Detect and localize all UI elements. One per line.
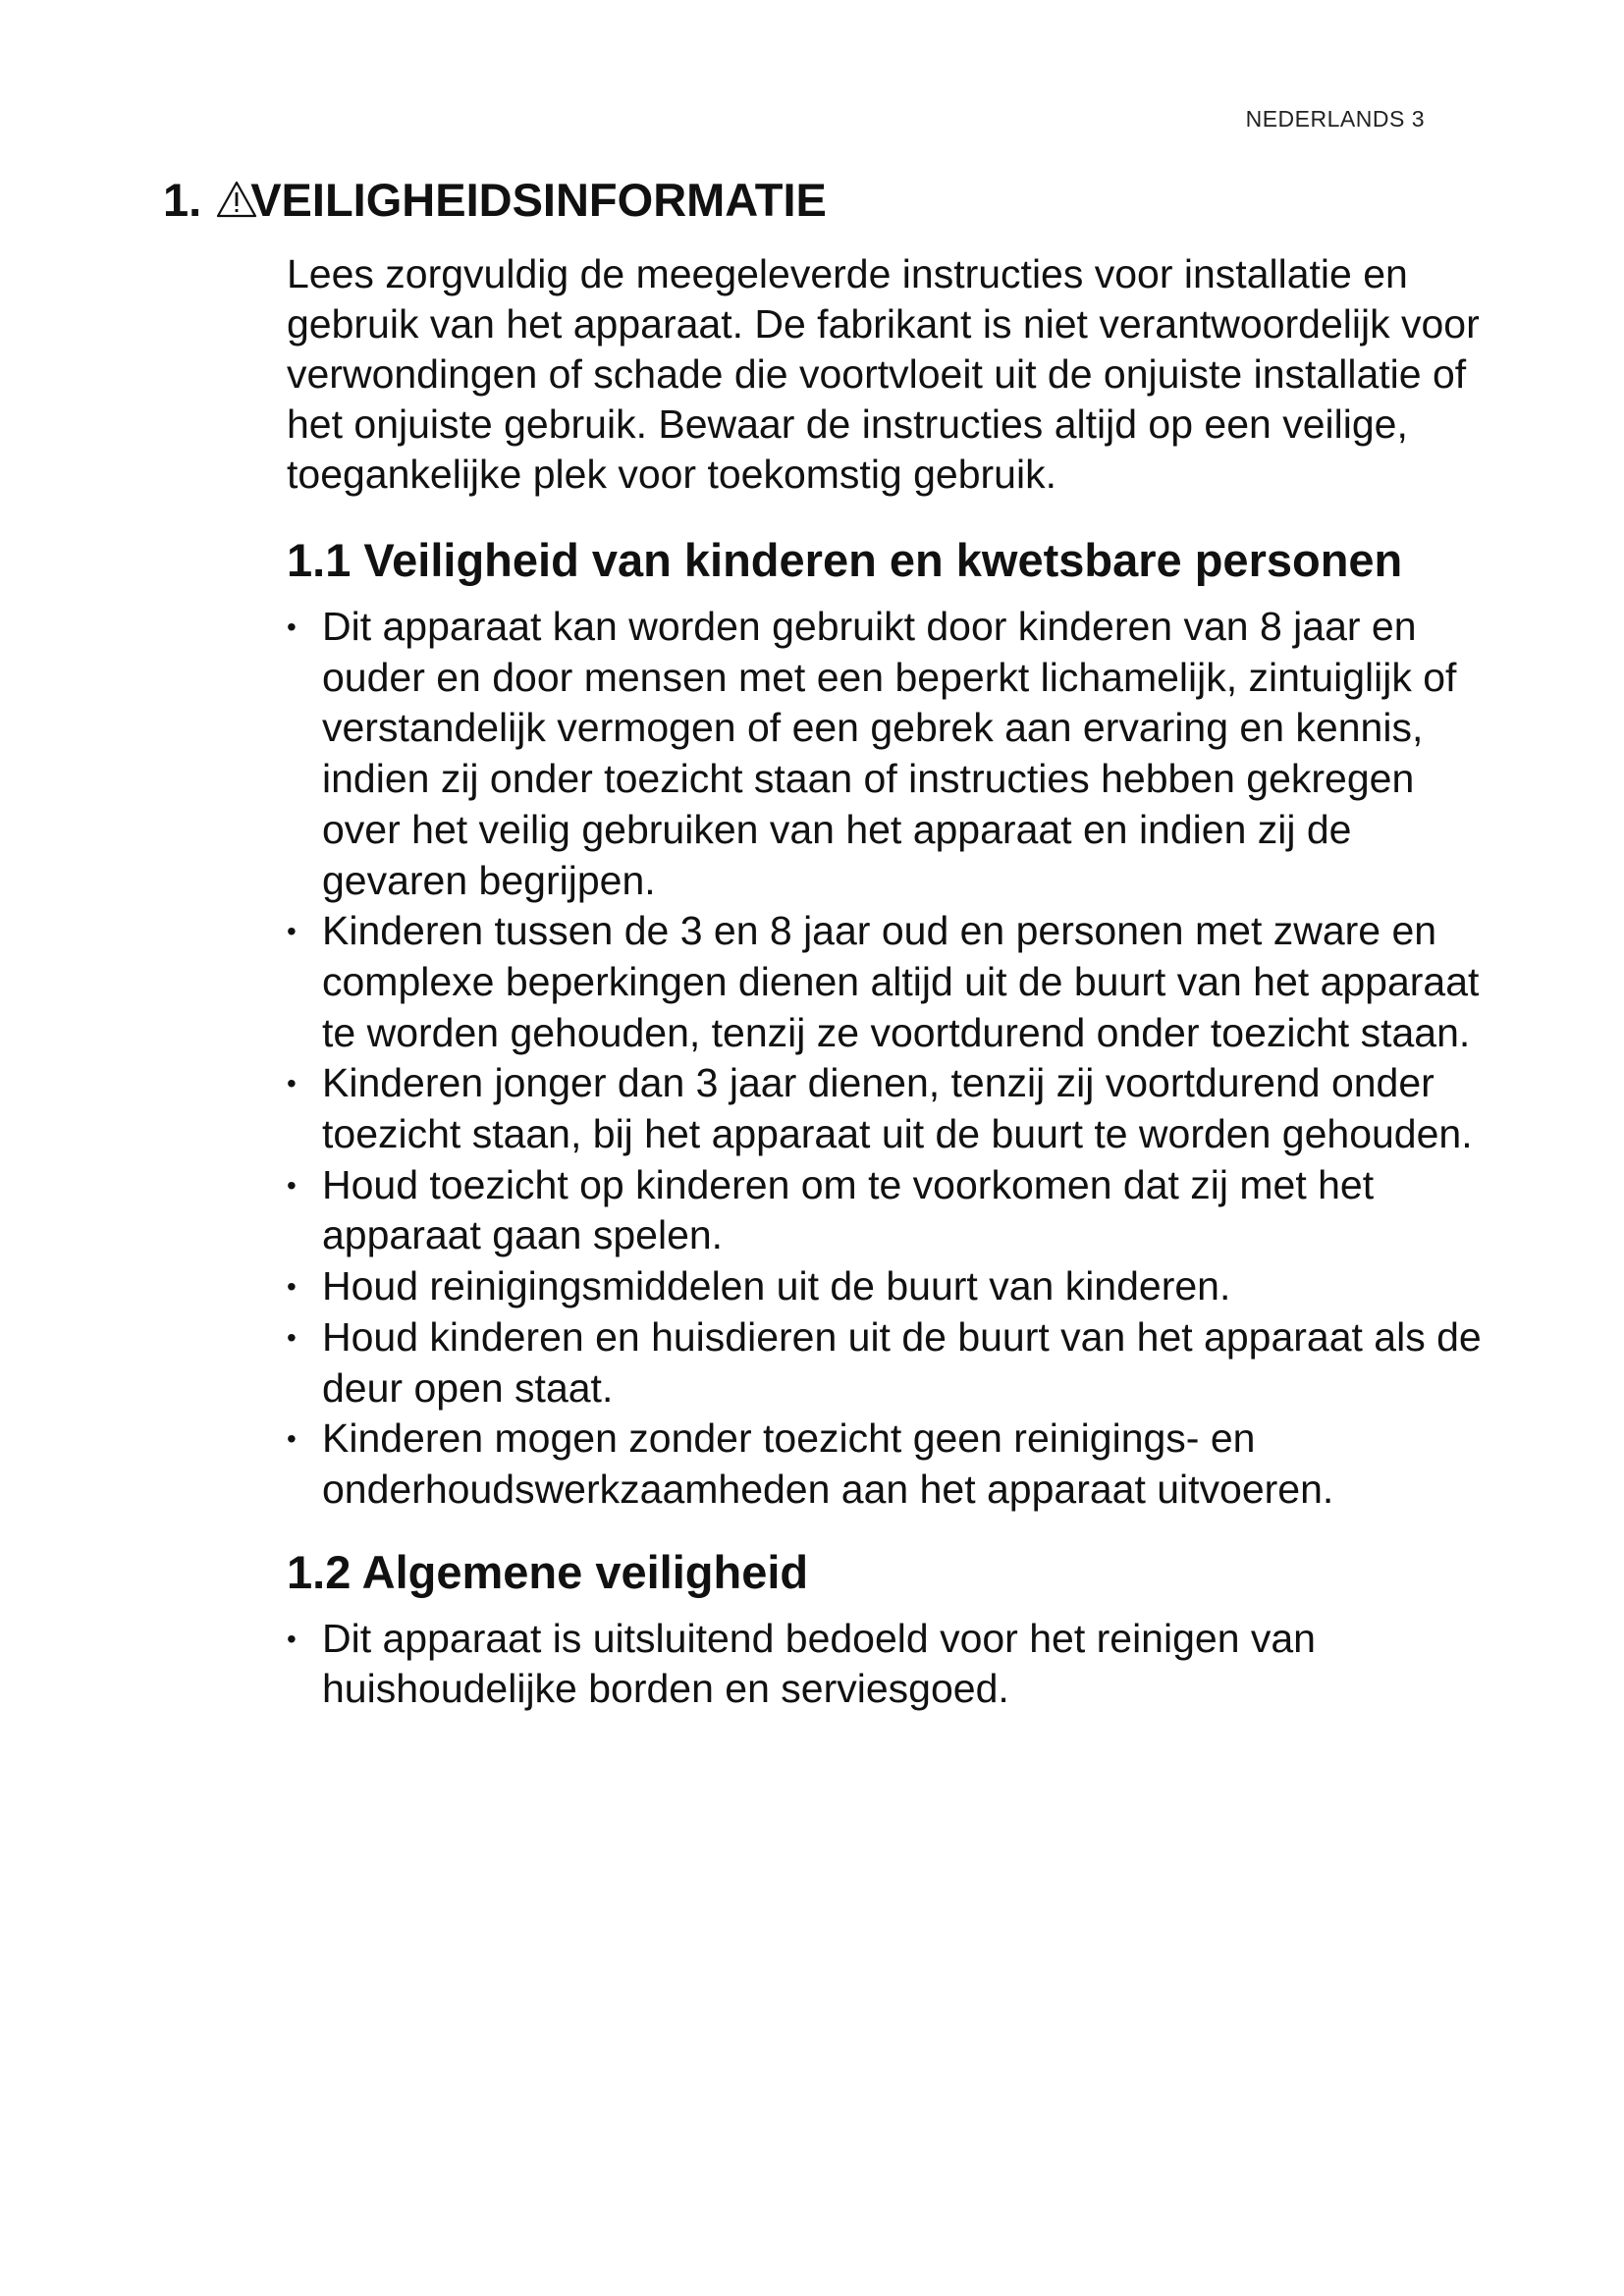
bullet-icon: • (287, 1423, 297, 1455)
general-safety-list (287, 1614, 1485, 1715)
list-item: • Dit apparaat kan worden gebruikt door kinderen van 8 jaar en ouder en door mensen met een beperkt lichamelijk, zintuiglijk of verstandelijk vermogen of een gebrek aan ervaring en kennis, indien zij onder toezicht staan of instructies hebben gekregen over het veilig gebruiken van het apparaat en indien zij de gevaren begrijpen. (287, 604, 1457, 903)
bullet-icon: • (287, 1321, 297, 1353)
list-item: • Houd toezicht op kinderen om te voorkomen dat zij met het apparaat gaan spelen. (287, 1161, 1375, 1258)
intro-paragraph: Lees zorgvuldig de meegeleverde instructies voor installatie en gebruik van het apparaat. De fabrikant is niet verantwoordelijk voor verwondingen of schade die voortvloeit uit de onjuiste installatie of het onjuiste gebruik. Bewaar de instructies altijd op een veilige, toegankelijke plek voor toekomstig gebruik. (287, 251, 1480, 497)
bullet-icon: • (287, 1068, 297, 1099)
list-item: • Kinderen jonger dan 3 jaar dienen, tenzij zij voortdurend onder toezicht staan, bij het apparaat uit de buurt te worden gehouden. (287, 1060, 1473, 1157)
bullet-icon: • (287, 1169, 297, 1201)
bullet-icon: • (287, 916, 297, 947)
list-item: • Kinderen tussen de 3 en 8 jaar oud en personen met zware en complexe beperkingen dienen altijd uit de buurt van het apparaat te worden gehouden, tenzij ze voortdurend onder toezicht staan. (287, 908, 1480, 1055)
bullet-icon: • (287, 612, 297, 642)
chapter-title-text: VEILIGHEIDSINFORMATIE (250, 174, 827, 226)
list-item: • Kinderen mogen zonder toezicht geen reinigings- en onderhoudswerkzaamheden aan het apparaat uitvoeren. (287, 1415, 1334, 1512)
list-item: • Houd reinigingsmiddelen uit de buurt van kinderen. (287, 1261, 1485, 1312)
chapter-title (163, 173, 827, 227)
chapter-number: 1. (163, 174, 202, 226)
section-title-general-safety: 1.2 Algemene veiligheid (287, 1545, 809, 1598)
children-safety-list (287, 602, 1485, 1516)
bullet-icon: • (287, 1623, 297, 1654)
page-content (287, 249, 1485, 1715)
page-header: NEDERLANDS 3 (1245, 106, 1425, 132)
list-item: • Dit apparaat is uitsluitend bedoeld voor het reinigen van huishoudelijke borden en serviesgoed. (287, 1615, 1316, 1712)
bullet-icon: • (287, 1271, 297, 1303)
list-item: • Houd kinderen en huisdieren uit de buurt van het apparaat als de deur open staat. (287, 1313, 1482, 1411)
section-title-children-safety: 1.1 Veiligheid van kinderen en kwetsbare personen (287, 534, 1403, 586)
